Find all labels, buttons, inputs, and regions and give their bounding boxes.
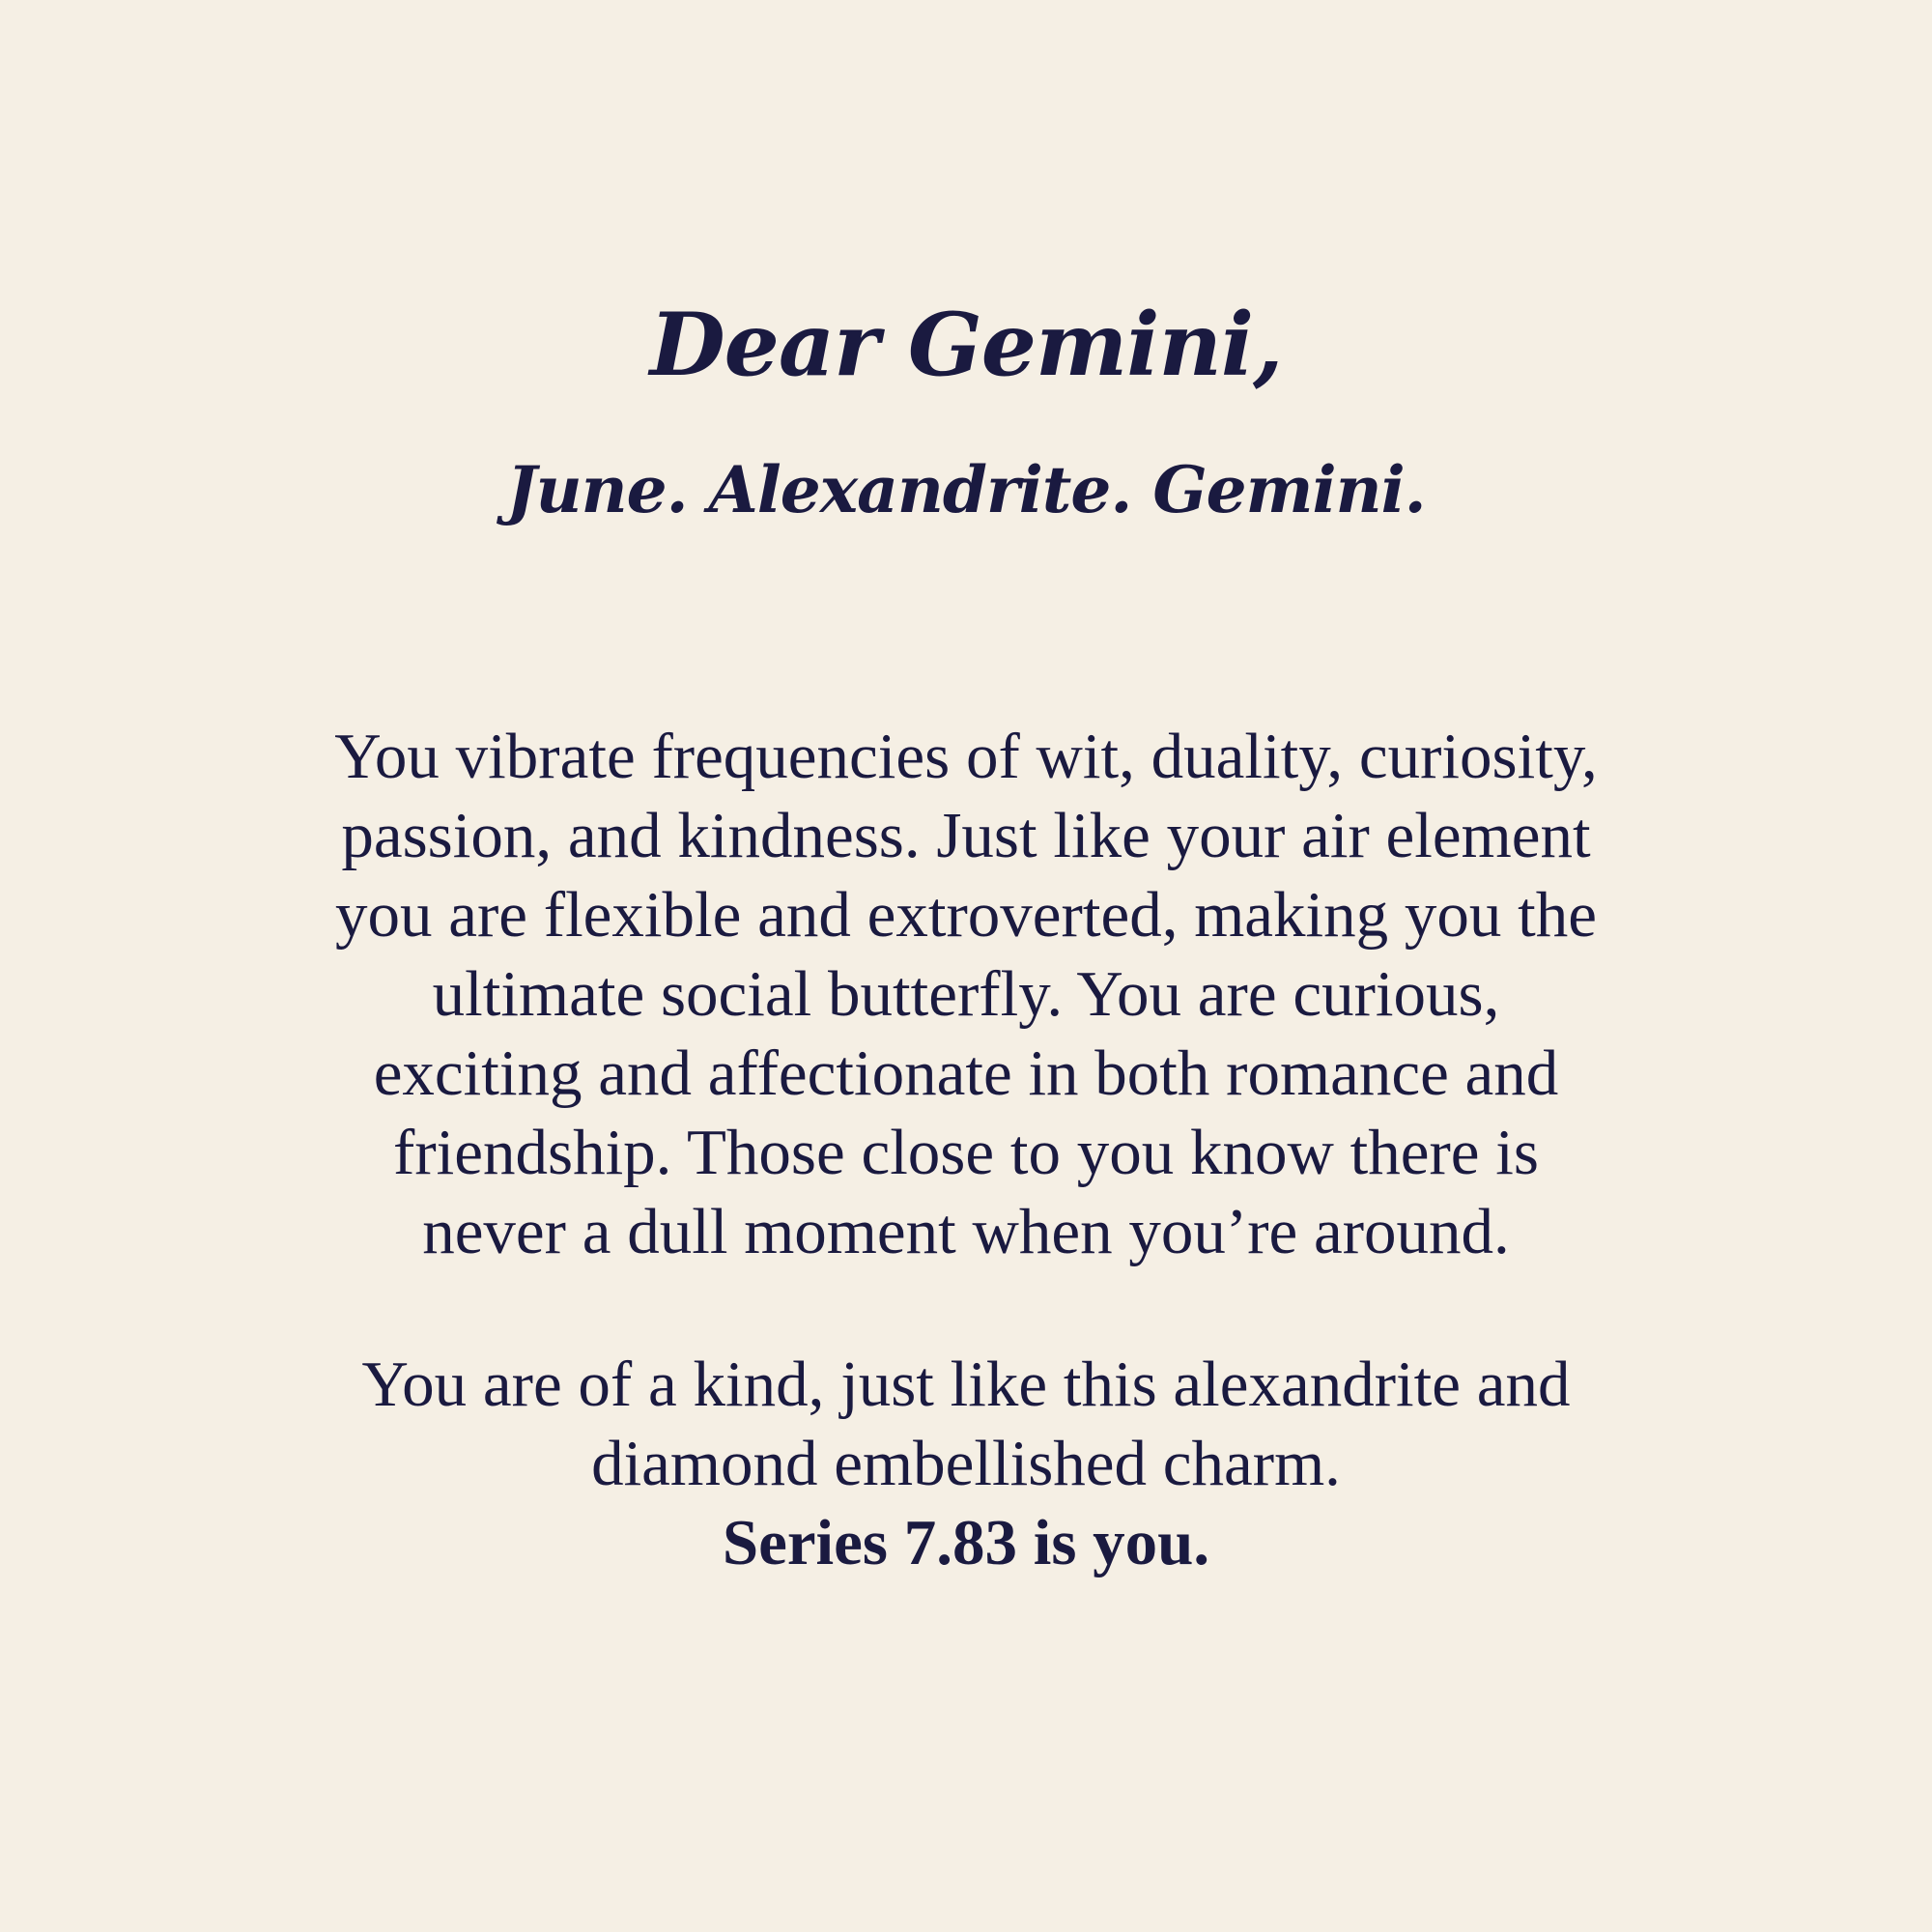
description-line: You vibrate frequencies of wit, duality, curiosity, <box>334 721 1598 792</box>
series-signoff: Series 7.83 is you. <box>722 1507 1210 1578</box>
description-paragraph <box>193 717 1739 1271</box>
description-line: never a dull moment when you’re around. <box>422 1196 1510 1267</box>
closing-paragraph <box>193 1345 1739 1582</box>
description-line: friendship. Those close to you know there is <box>393 1117 1539 1188</box>
greeting-heading: Dear Gemini, <box>649 294 1283 396</box>
birthstone-subtitle: June. Alexandrite. Gemini. <box>506 452 1426 527</box>
closing-line: diamond embellished charm. <box>591 1428 1341 1499</box>
description-line: ultimate social butterfly. You are curious, <box>432 958 1500 1030</box>
description-line: you are flexible and extroverted, making you the <box>334 879 1598 951</box>
closing-line: You are of a kind, just like this alexandrite and <box>361 1349 1571 1420</box>
description-line: exciting and affectionate in both romance and <box>373 1037 1559 1109</box>
description-line: passion, and kindness. Just like your air element <box>341 800 1591 871</box>
